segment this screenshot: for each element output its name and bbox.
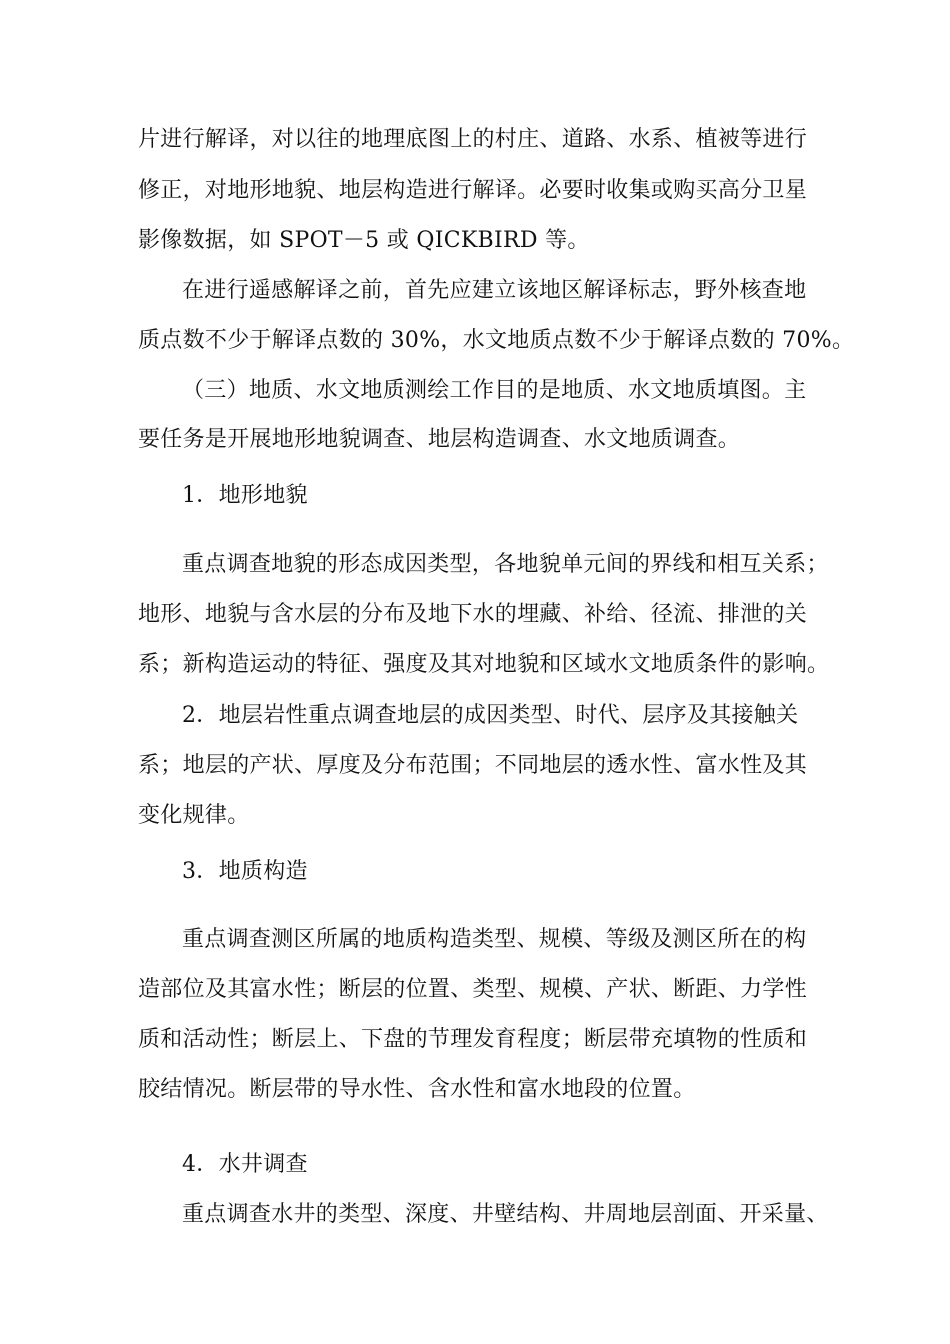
text-line: 变化规律。 bbox=[138, 803, 250, 828]
text-line: 要任务是开展地形地貌调查、地层构造调查、水文地质调查。 bbox=[138, 427, 741, 452]
paragraph-first-line: 在进行遥感解译之前，首先应建立该地区解译标志，野外核查地 bbox=[182, 278, 807, 303]
section-heading: 1．地形地貌 bbox=[182, 483, 308, 508]
text-line: 系；地层的产状、厚度及分布范围；不同地层的透水性、富水性及其 bbox=[138, 753, 808, 778]
text-line: 修正，对地形地貌、地层构造进行解译。必要时收集或购买高分卫星 bbox=[138, 178, 808, 203]
text-line: 片进行解译，对以往的地理底图上的村庄、道路、水系、植被等进行 bbox=[138, 127, 808, 152]
text-line: 地形、地貌与含水层的分布及地下水的埋藏、补给、径流、排泄的关 bbox=[138, 602, 808, 627]
text-line: 造部位及其富水性；断层的位置、类型、规模、产状、断距、力学性 bbox=[138, 977, 808, 1002]
paragraph-first-line: 重点调查地貌的形态成因类型，各地貌单元间的界线和相互关系； bbox=[182, 552, 829, 577]
paragraph-first-line: 重点调查测区所属的地质构造类型、规模、等级及测区所在的构 bbox=[182, 927, 807, 952]
text-line: 质点数不少于解译点数的 30%，水文地质点数不少于解译点数的 70%。 bbox=[138, 328, 855, 353]
text-line: 系；新构造运动的特征、强度及其对地貌和区域水文地质条件的影响。 bbox=[138, 652, 830, 677]
paragraph-first-line: 2．地层岩性重点调查地层的成因类型、时代、层序及其接触关 bbox=[182, 703, 799, 728]
text-line: 胶结情况。断层带的导水性、含水性和富水地段的位置。 bbox=[138, 1077, 696, 1102]
text-line: 质和活动性；断层上、下盘的节理发育程度；断层带充填物的性质和 bbox=[138, 1027, 808, 1052]
paragraph-first-line: （三）地质、水文地质测绘工作目的是地质、水文地质填图。主 bbox=[182, 378, 807, 403]
section-heading: 3．地质构造 bbox=[182, 859, 308, 884]
section-heading: 4．水井调查 bbox=[182, 1152, 308, 1177]
text-line: 影像数据，如 SPOT－5 或 QICKBIRD 等。 bbox=[138, 228, 590, 253]
paragraph-first-line: 重点调查水井的类型、深度、井壁结构、井周地层剖面、开采量、 bbox=[182, 1202, 829, 1227]
